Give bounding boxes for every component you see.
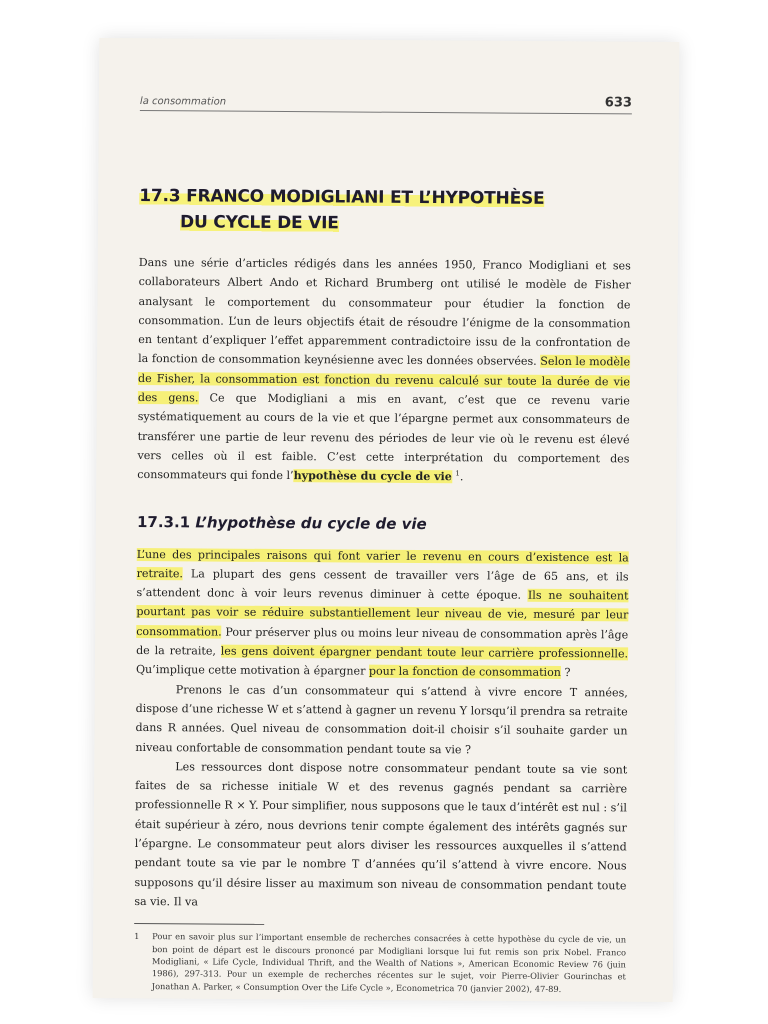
- subsection-number: 17.3.1: [136, 512, 191, 531]
- intro-highlight: Selon le modèle de Fisher, la consommation est fonction du revenu calculé sur toute la durée de vie des gens.: [137, 355, 631, 405]
- paragraph-resources: Les ressources dont dispose notre consommateur pendant toute sa vie sont faites de sa richesse initiale W et des revenus gagnés pendant sa carrière professionnelle R × Y. Pour simplifier, nous supposons que le taux d’intérêt est nul : s’il était supérieur à zéro, nous devrions tenir compte également des intérêts gagnés sur l’épargne. Le consommateur peut alors diviser les ressources auxquelles il s’attend pendant toute sa vie par le nombre T d’années qu’il s’attend à vivre encore. Nous supposons qu’il désire lisser au maximum son niveau de consommation pendant toute sa vie. Il va: [134, 760, 628, 909]
- intro-end: .: [459, 470, 464, 484]
- running-header: [140, 92, 632, 114]
- footnote-ref[interactable]: 1: [455, 469, 460, 478]
- section-title-line2: DU CYCLE DE VIE: [180, 212, 339, 234]
- section-number: 17.3: [139, 185, 181, 207]
- highlight-1: L’une des principales raisons qui font varier le revenu en cours d’existence est la retraite.: [136, 547, 629, 581]
- text-1: La plupart des gens cessent de travailler vers l’âge de 65 ans, et ils s’attendent donc à voir leurs revenus diminuer à cette époque.: [136, 567, 629, 602]
- subsection-title: [137, 513, 629, 534]
- highlight-3: les gens doivent épargner pendant toute leur carrière professionnelle.: [220, 644, 629, 661]
- highlight-4: pour la fonction de consommation: [368, 664, 562, 680]
- paragraph-retraite: [136, 545, 629, 684]
- footnote-number: 1: [134, 931, 140, 942]
- footnote: [134, 930, 626, 995]
- subsection-title-text: L’hypothèse du cycle de vie: [195, 512, 427, 533]
- page-number: 633: [604, 95, 632, 111]
- intro-text-2: Ce que Modigliani a mis en avant, c’est que ce revenu varie systématiquement au cours de la vie et que l’épargne permet aux consommateurs de transférer une partie de leur revenu des périodes de leur vie où le revenu est élevé vers celles où il est faible. C’est cette interprétation du comportement des consommateurs qui fonde l’: [137, 391, 630, 483]
- footnote-divider: [134, 923, 264, 925]
- text-2: Pour préserver plus ou moins leur niveau de consommation après l’âge de la retraite,: [136, 625, 629, 658]
- paragraph-consumer-case: Prenons le cas d’un consommateur qui s’attend à vivre encore T années, dispose d’une richesse W et s’attend à gagner un revenu Y lorsqu’il prendra sa retraite dans R années. Quel niveau de consommation doit-il choisir s’il souhaite garder un niveau confortable de consommation pendant toute sa vie ?: [135, 682, 628, 756]
- running-title: la consommation: [139, 95, 227, 108]
- footnote-text: Pour en savoir plus sur l’important ensemble de recherches consacrées à cette hypothèse du cycle de vie, un bon point de départ est le discours prononcé par Modigliani lorsque lui fut remis son prix Nobel. Franco Modigliani, « Life Cycle, Individual Thrift, and the Wealth of Nations », American Economic Review 76 (juin 1986), 297-313. Pour un exemple de recherches récentes sur le sujet, voir Pierre-Olivier Gourinchas et Jonathan A. Parker, « Consumption Over the Life Cycle », Econometrica 70 (janvier 2002), 47-89.: [151, 931, 627, 994]
- section-title: [139, 183, 631, 238]
- highlight-2: Ils ne souhaitent pourtant pas voir se réduire substantiellement leur niveau de vie, mesuré par leur consommation.: [136, 588, 629, 639]
- intro-text-1: Dans une série d’articles rédigés dans les années 1950, Franco Modigliani et ses collaborateurs Albert Ando et Richard Brumberg ont utilisé le modèle de Fisher analysant le comportement du consommateur pour étudier la fonction de consommation. L’un de leurs objectifs était de résoudre l’énigme de la consommation en tentant d’expliquer l’effet apparemment contradictoire issu de la confrontation de la fonction de consommation keynésienne avec les données observées.: [138, 255, 631, 369]
- page-content: [134, 92, 632, 996]
- key-term: hypothèse du cycle de vie: [293, 469, 452, 484]
- intro-paragraph: [137, 253, 631, 488]
- text-4: ?: [560, 666, 571, 680]
- section-title-line1: FRANCO MODIGLIANI ET L’HYPOTHÈSE: [186, 186, 545, 209]
- text-3: Qu’implique cette motivation à épargner: [135, 663, 369, 678]
